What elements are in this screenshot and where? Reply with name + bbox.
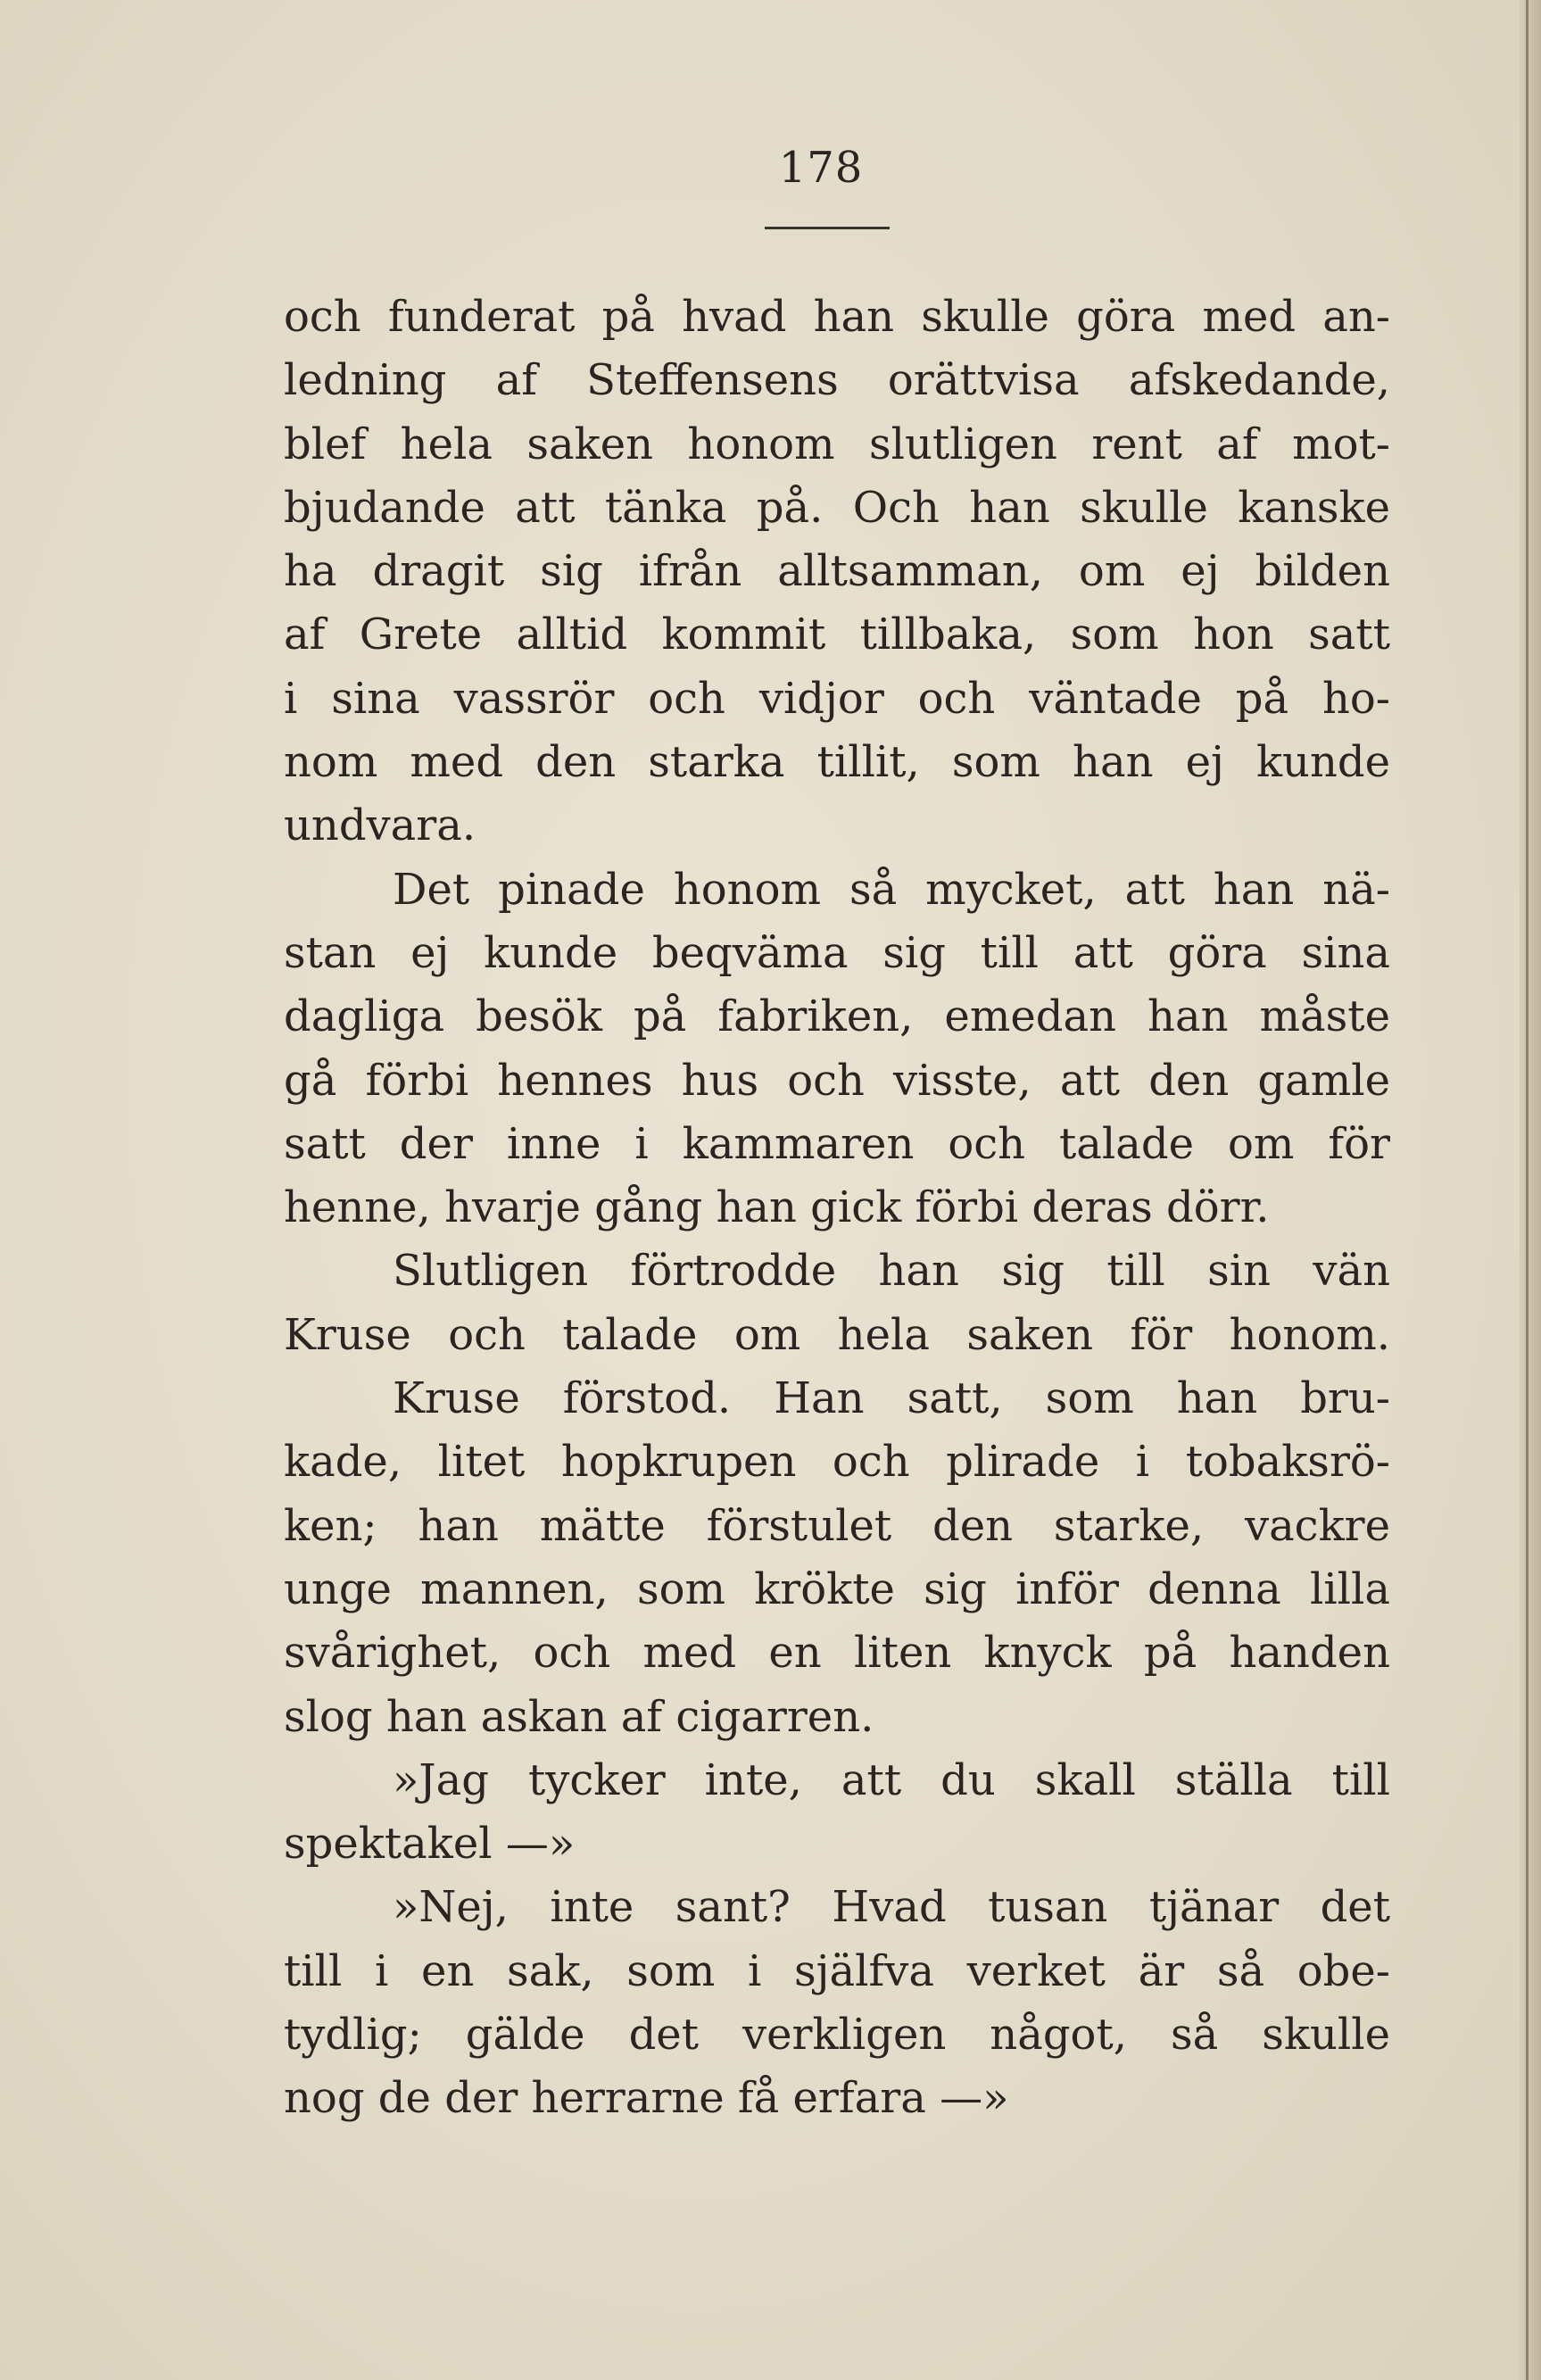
text-line: och funderat på hvad han skulle göra med an- — [284, 292, 1390, 342]
text-line: Det pinade honom så mycket, att han nä- — [393, 864, 1390, 915]
text-line: nom med den starka tillit, som han ej kunde — [284, 737, 1390, 788]
text-line: Kruse och talade om hela saken för honom. — [284, 1309, 1390, 1360]
text-line: ledning af Steffensens orättvisa afskedande, — [284, 355, 1390, 406]
text-line: slog han askan af cigarren. — [284, 1691, 874, 1742]
page-binding-edge — [1520, 0, 1541, 2380]
text-line: Kruse förstod. Han satt, som han bru- — [393, 1373, 1390, 1424]
text-line: svårighet, och med en liten knyck på handen — [284, 1628, 1390, 1679]
text-line: undvara. — [284, 800, 476, 851]
text-line: i sina vassrör och vidjor och väntade på ho- — [284, 673, 1390, 724]
text-line: unge mannen, som krökte sig inför denna lilla — [284, 1563, 1390, 1614]
text-line: ha dragit sig ifrån alltsamman, om ej bilden — [284, 546, 1390, 597]
page-number: 178 — [778, 143, 864, 193]
text-line: af Grete alltid kommit tillbaka, som hon satt — [284, 610, 1390, 660]
text-line: bjudande att tänka på. Och han skulle kanske — [284, 482, 1390, 533]
header-rule — [765, 227, 890, 229]
text-line: kade, litet hopkrupen och plirade i tobaksrö- — [284, 1437, 1390, 1488]
text-line: satt der inne i kammaren och talade om för — [284, 1118, 1390, 1169]
text-line: stan ej kunde beqväma sig till att göra sina — [284, 927, 1390, 978]
text-line: henne, hvarje gång han gick förbi deras dörr. — [284, 1182, 1270, 1233]
text-line: tydlig; gälde det verkligen något, så skulle — [284, 2010, 1390, 2061]
text-line: spektakel —» — [284, 1819, 576, 1870]
text-line: »Jag tycker inte, att du skall ställa till — [393, 1754, 1390, 1805]
text-line: dagliga besök på fabriken, emedan han måste — [284, 991, 1390, 1042]
page-gutter-line — [1526, 0, 1529, 2380]
text-line: ken; han mätte förstulet den starke, vackre — [284, 1500, 1390, 1551]
text-line: till i en sak, som i själfva verket är så obe- — [284, 1945, 1390, 1996]
text-line: gå förbi hennes hus och visste, att den gamle — [284, 1055, 1390, 1106]
body-text — [284, 286, 1390, 2131]
text-line: nog de der herrarne få erfara —» — [284, 2073, 1009, 2124]
text-line: »Nej, inte sant? Hvad tusan tjänar det — [393, 1882, 1390, 1933]
text-line: blef hela saken honom slutligen rent af mot- — [284, 419, 1390, 469]
text-line: Slutligen förtrodde han sig till sin vän — [393, 1246, 1390, 1297]
